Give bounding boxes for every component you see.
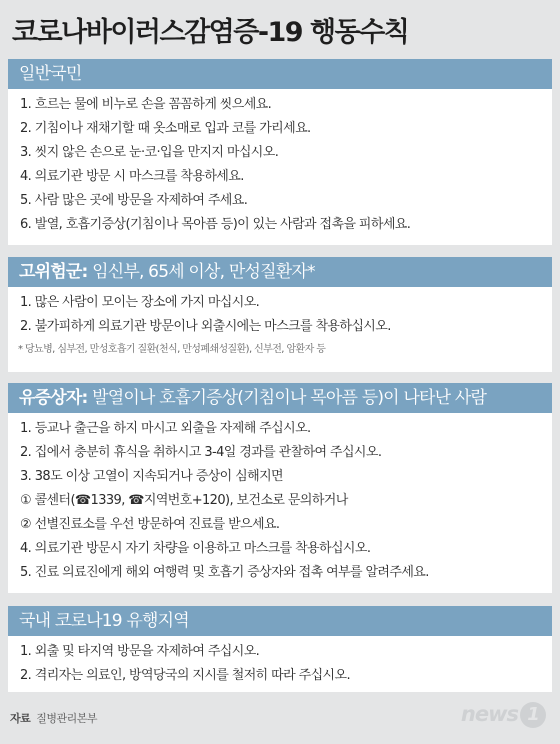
list-item: 1. 등교나 출근을 하지 마시고 외출을 자제해 주십시오. (20, 421, 311, 436)
list-item: 2. 기침이나 재채기할 때 옷소매로 입과 코를 가리세요. (20, 121, 311, 136)
footnote: * 당뇨병, 심부전, 만성호흡기 질환(천식, 만성폐쇄성질환), 신부전, 암환자 등 (18, 344, 326, 355)
section-high-risk (8, 257, 552, 372)
list-item: 2. 불가피하게 의료기관 방문이나 외출시에는 마스크를 착용하십시오. (20, 319, 391, 334)
list-item: 4. 의료기관 방문시 자기 차량을 이용하고 마스크를 착용하십시오. (20, 541, 371, 556)
list-item: 2. 격리자는 의료인, 방역당국의 지시를 철저히 따라 주십시오. (20, 668, 350, 683)
section-header: 일반국민 (8, 59, 552, 89)
list-item: 6. 발열, 호흡기증상(기침이나 목아픔 등)이 있는 사람과 접촉을 피하세요. (20, 217, 411, 232)
list-item: 1. 많은 사람이 모이는 장소에 가지 마십시오. (20, 295, 260, 310)
list-item: 3. 씻지 않은 손으로 눈·코·입을 만지지 마십시오. (20, 145, 279, 160)
list-item: ① 콜센터(☎1339, ☎지역번호+120), 보건소로 문의하거나 (20, 493, 348, 508)
logo-mark: 1 (520, 702, 546, 728)
section-header-rest: 임신부, 65세 이상, 만성질환자* (87, 262, 315, 282)
source-label: 자료 (10, 712, 31, 725)
logo-text: news (460, 702, 518, 726)
news1-logo (461, 702, 546, 732)
section-header-bold: 유증상자: (19, 388, 88, 408)
list-item: 3. 38도 이상 고열이 지속되거나 증상이 심해지면 (20, 469, 283, 484)
section-outbreak-area (8, 606, 552, 692)
page-title: 코로나바이러스감염증-19 행동수칙 (12, 17, 409, 48)
section-header: 국내 코로나19 유행지역 (8, 606, 552, 636)
source-name: 질병관리본부 (36, 712, 98, 725)
section-header (8, 383, 552, 413)
list-item: 1. 외출 및 타지역 방문을 자제하여 주십시오. (20, 644, 260, 659)
section-symptomatic (8, 383, 552, 593)
section-general-public (8, 59, 552, 245)
list-item: 2. 집에서 충분히 휴식을 취하시고 3-4일 경과를 관찰하여 주십시오. (20, 445, 382, 460)
section-header-rest: 발열이나 호흡기증상(기침이나 목아픔 등)이 나타난 사람 (87, 388, 487, 408)
list-item: 1. 흐르는 물에 비누로 손을 꼼꼼하게 씻으세요. (20, 97, 272, 112)
section-header (8, 257, 552, 287)
list-item: 4. 의료기관 방문 시 마스크를 착용하세요. (20, 169, 244, 184)
list-item: 5. 진료 의료진에게 해외 여행력 및 호흡기 증상자와 접촉 여부를 알려주세요. (20, 565, 429, 580)
source-credit (10, 710, 97, 726)
section-header-bold: 고위험군: (19, 262, 88, 282)
list-item: 5. 사람 많은 곳에 방문을 자제하여 주세요. (20, 193, 248, 208)
list-item: ② 선별진료소를 우선 방문하여 진료를 받으세요. (20, 517, 280, 532)
